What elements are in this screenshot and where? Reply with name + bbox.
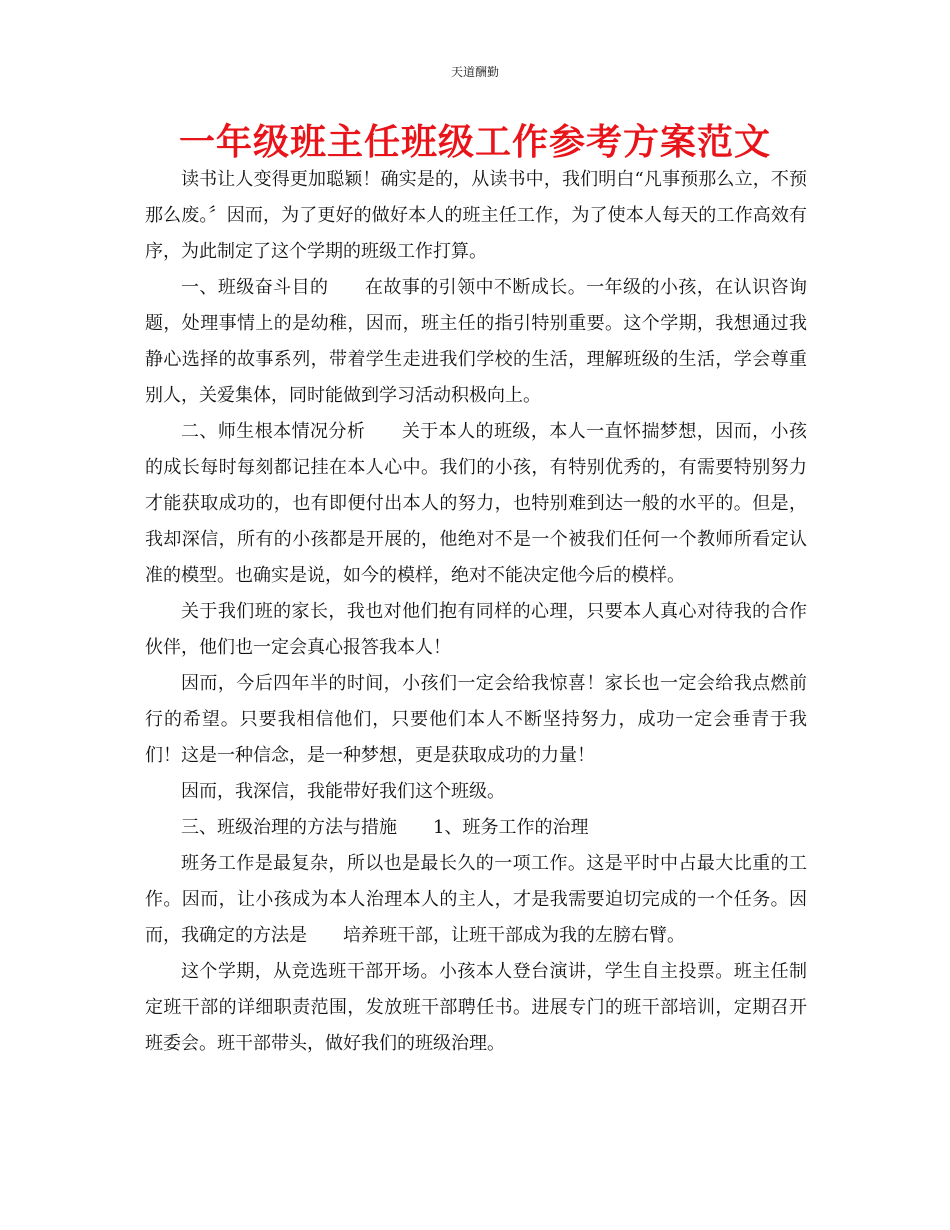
paragraph-section-methods [145, 810, 807, 846]
paragraph-text: 读书让人变得更加聪颖！确实是的，从读书中，我们明白“凡事预那么立，不预那么废。〞因而，为了更好的做好本人的班主任工作，为了使本人每天的工作高效有序，为此制定了这个学期的班级工作打算。 [145, 169, 807, 262]
section-heading: 二、师生根本情况分析 [181, 421, 366, 442]
paragraph-text: 关于我们班的家长，我也对他们抱有同样的心理，只要本人真心对待我的合作伙伴，他们也一定会真心报答我本人！ [145, 601, 807, 658]
section-heading: 一、班级奋斗目的 [181, 277, 329, 298]
paragraph-intro [145, 162, 807, 270]
subsection-heading: 1、班务工作的治理 [433, 817, 589, 838]
paragraph-class-affairs [145, 846, 807, 954]
paragraph-text: 关于本人的班级，本人一直怀揣梦想，因而，小孩的成长每时每刻都记挂在本人心中。我们的小孩，有特别优秀的，有需要特别努力才能获取成功的，也有即便付出本人的努力，也特别难到达一般的水平的。但是，我却深信，所有的小孩都是开展的，他绝对不是一个被我们任何一个教师所看定认准的模型。也确实是说，如今的模样，绝对不能决定他今后的模样。 [145, 421, 807, 586]
paragraph-text: 培养班干部，让班干部成为我的左膀右臂。 [343, 925, 685, 946]
paragraph-section-analysis [145, 414, 807, 594]
paragraph-class-cadres [145, 954, 807, 1062]
paragraph-section-goal [145, 270, 807, 414]
document-body [145, 162, 807, 1062]
document-title: 一年级班主任班级工作参考方案范文 [178, 122, 771, 163]
page-header: 天道酬勤 [450, 65, 499, 79]
paragraph-text: 因而，我深信，我能带好我们这个班级。 [181, 781, 505, 802]
paragraph-hope [145, 666, 807, 774]
section-heading: 三、班级治理的方法与措施 [181, 817, 397, 838]
paragraph-text: 在故事的引领中不断成长。一年级的小孩，在认识咨询题，处理事情上的是幼稚，因而，班主任的指引特别重要。这个学期，我想通过我静心选择的故事系列，带着学生走进我们学校的生活，理解班级的生活，学会尊重别人，关爱集体，同时能做到学习活动积极向上。 [145, 277, 807, 406]
paragraph-belief [145, 774, 807, 810]
paragraph-text: 因而，今后四年半的时间，小孩们一定会给我惊喜！家长也一定会给我点燃前行的希望。只要我相信他们，只要他们本人不断坚持努力，成功一定会垂青于我们！这是一种信念，是一种梦想，更是获取成功的力量！ [145, 673, 807, 766]
paragraph-text: 班务工作是最复杂，所以也是最长久的一项工作。这是平时中占最大比重的工作。因而，让小孩成为本人治理本人的主人，才是我需要迫切完成的一个任务。因而，我确定的方法是 [145, 853, 807, 946]
paragraph-text: 这个学期，从竞选班干部开场。小孩本人登台演讲，学生自主投票。班主任制定班干部的详细职责范围，发放班干部聘任书。进展专门的班干部培训，定期召开班委会。班干部带头，做好我们的班级治理。 [145, 961, 807, 1054]
paragraph-parents [145, 594, 807, 666]
